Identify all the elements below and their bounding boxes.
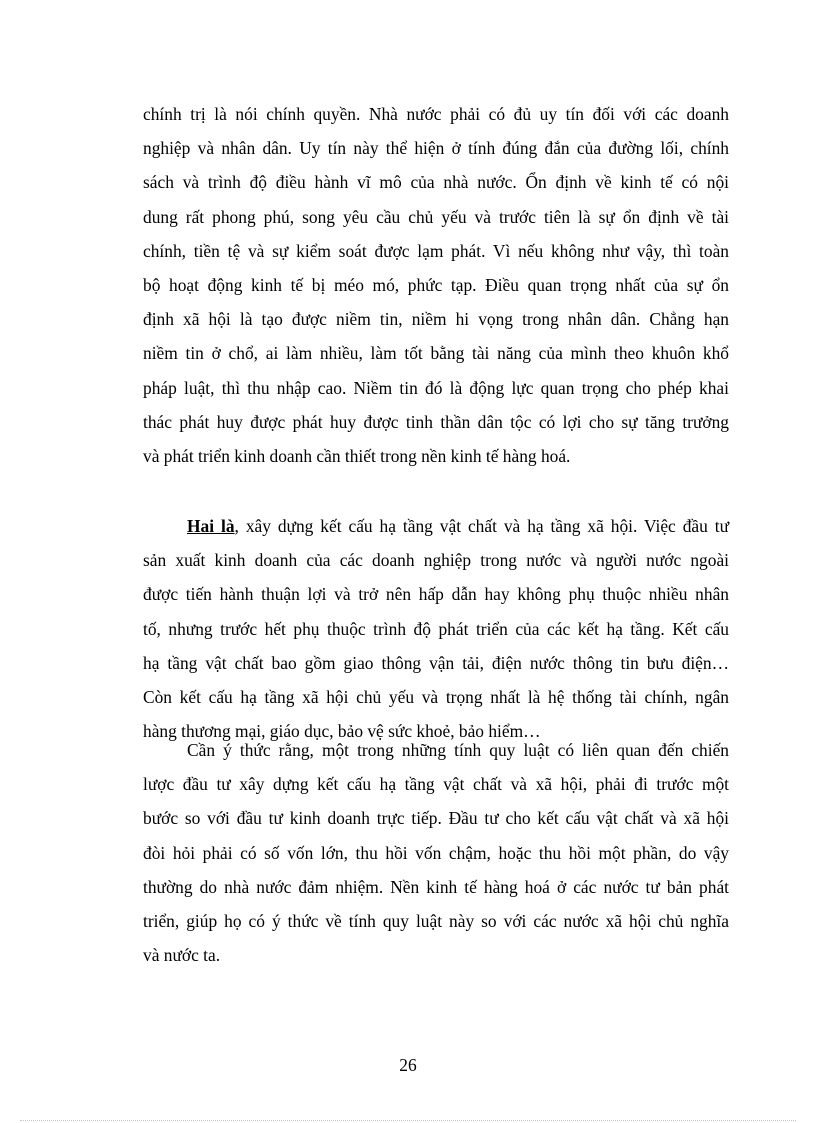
text-line: thường do nhà nước đảm nhiệm. Nền kinh tế hàng hoá ở các nước tư bản phát	[143, 876, 729, 897]
text-line: định xã hội là tạo được niềm tin, niềm hi vọng trong nhân dân. Chẳng hạn	[143, 309, 729, 330]
text-line: bước so với đầu tư kinh doanh trực tiếp. Đầu tư cho kết cấu vật chất và xã hội	[143, 808, 729, 829]
text-line: bộ hoạt động kinh tế bị méo mó, phức tạp. Điều quan trọng nhất của sự ổn	[143, 274, 729, 295]
page-bottom-divider	[20, 1120, 796, 1121]
text-line: hàng thương mại, giáo dục, bảo vệ sức khoẻ, bảo hiểm…	[143, 721, 541, 742]
text-line	[143, 509, 729, 543]
text-line: thác phát huy được phát huy được tinh thần dân tộc có lợi cho sự tăng trưởng	[143, 411, 729, 432]
text-line: lược đầu tư xây dựng kết cấu hạ tầng vật chất và xã hội, phải đi trước một	[143, 774, 729, 795]
text-line: Cần ý thức rằng, một trong những tính quy luật có liên quan đến chiến	[187, 740, 729, 760]
paragraph-2	[143, 509, 729, 748]
page-number: 26	[399, 1055, 417, 1075]
text-line: chính, tiền tệ và sự kiểm soát được lạm phát. Vì nếu không như vậy, thì toàn	[143, 240, 729, 261]
text-line: sách và trình độ điều hành vĩ mô của nhà nước. Ổn định về kinh tế có nội	[143, 172, 729, 193]
text-line: dung rất phong phú, song yêu cầu chủ yếu và trước tiên là sự ổn định về tài	[143, 206, 729, 227]
text-line: và phát triển kinh doanh cần thiết trong nền kinh tế hàng hoá.	[143, 445, 571, 466]
paragraph-3	[143, 733, 729, 972]
text-line: triển, giúp họ có ý thức về tính quy luật này so với các nước xã hội chủ nghĩa	[143, 910, 729, 931]
text-line: tố, nhưng trước hết phụ thuộc trình độ phát triển của các kết hạ tầng. Kết cấu	[143, 618, 729, 639]
text-line: sản xuất kinh doanh của các doanh nghiệp trong nước và người nước ngoài	[143, 550, 729, 571]
text-line: đòi hỏi phải có số vốn lớn, thu hồi vốn chậm, hoặc thu hồi một phần, do vậy	[143, 842, 729, 863]
paragraph-1	[143, 97, 729, 473]
text-line-rest: , xây dựng kết cấu hạ tầng vật chất và hạ tầng xã hội. Việc đầu tư	[234, 516, 729, 536]
text-line: được tiến hành thuận lợi và trở nên hấp dẫn hay không phụ thuộc nhiều nhân	[143, 584, 729, 605]
text-line: pháp luật, thì thu nhập cao. Niềm tin đó là động lực quan trọng cho phép khai	[143, 377, 729, 398]
text-line: Còn kết cấu hạ tầng xã hội chủ yếu và trọng nhất là hệ thống tài chính, ngân	[143, 686, 729, 707]
text-line: chính trị là nói chính quyền. Nhà nước phải có đủ uy tín đối với các doanh	[143, 104, 729, 124]
text-line: và nước ta.	[143, 945, 221, 966]
text-line: hạ tầng vật chất bao gồm giao thông vận tải, điện nước thông tin bưu điện…	[143, 652, 729, 673]
text-line: niềm tin ở chổ, ai làm nhiều, làm tốt bằng tài năng của mình theo khuôn khổ	[143, 343, 729, 364]
text-line: nghiệp và nhân dân. Uy tín này thể hiện ở tính đúng đắn của đường lối, chính	[143, 138, 729, 159]
section-lead-label: Hai là	[187, 516, 235, 536]
